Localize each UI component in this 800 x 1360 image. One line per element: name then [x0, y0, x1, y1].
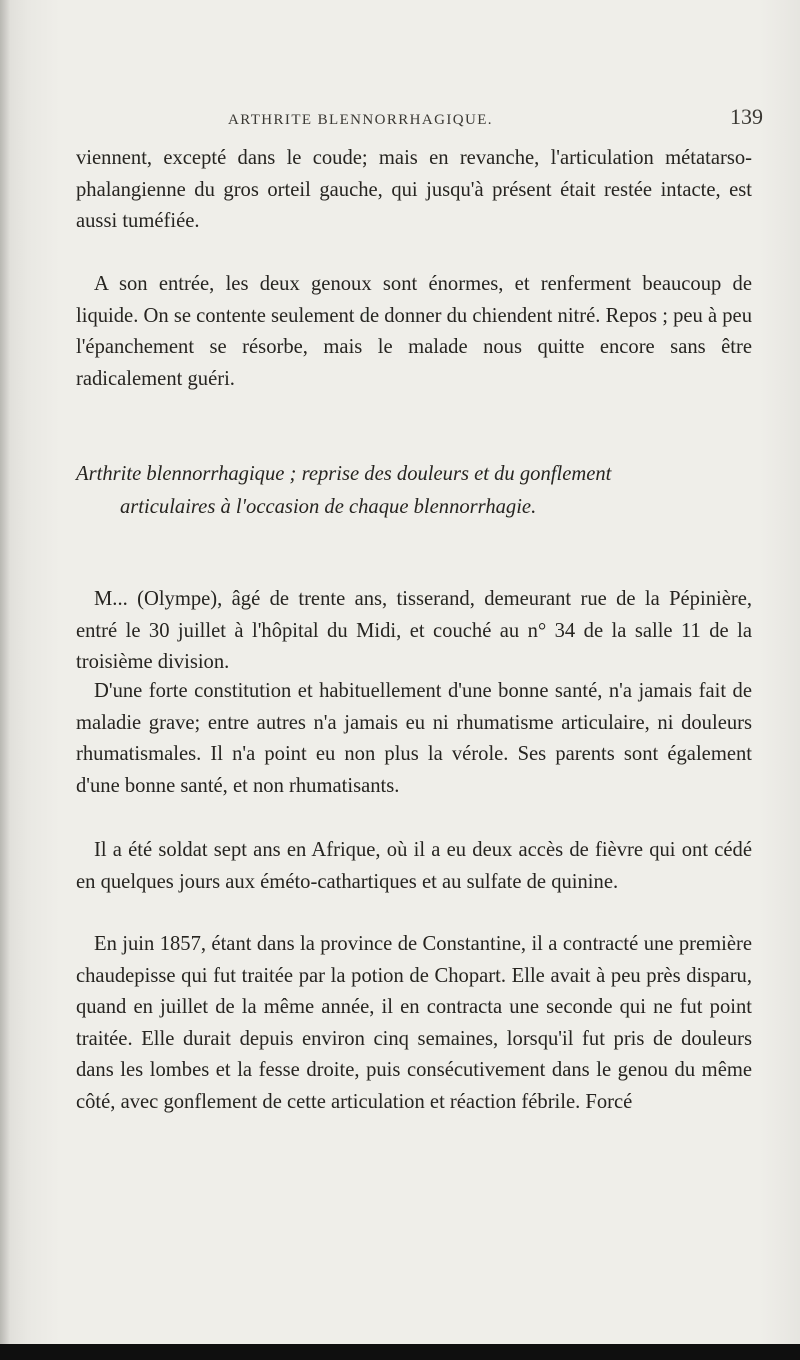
running-head: ARTHRITE BLENNORRHAGIQUE. [228, 112, 493, 128]
paragraph-1: viennent, excepté dans le coude; mais en revanche, l'articulation métatarso-phalangienne du gros orteil gauche, qui jusqu'à présent était restée intacte, est aussi tuméfiée. [76, 147, 752, 233]
paragraph-6: En juin 1857, étant dans la province de Constantine, il a contracté une première chaudepisse qui fut traitée par la potion de Chopart. Elle avait à peu près disparu, quand en juillet de la même année, il en contracta une seconde qui ne fut point traitée. Elle durait depuis environ cinq semaines, lorsqu'il fut pris de douleurs dans les lombes et la fesse droite, puis consécutivement dans le genou du même côté, avec gonflement de cette articulation et réaction fébrile. Forcé [76, 933, 752, 1113]
paragraph-3: M... (Olympe), âgé de trente ans, tisserand, demeurant rue de la Pépinière, entré le 30 juillet à l'hôpital du Midi, et couché au n° 34 de la salle 11 de la troisième division. [76, 588, 752, 674]
subtitle-line-2: articulaires à l'occasion de chaque blennorrhagie. [120, 496, 537, 518]
page-bottom-edge [0, 1344, 800, 1360]
binding-shadow [0, 0, 10, 1360]
section-subtitle [76, 458, 756, 524]
paragraph-4: D'une forte constitution et habituellement d'une bonne santé, n'a jamais fait de maladie grave; entre autres n'a jamais eu ni rhumatisme articulaire, ni douleurs rhumatismales. Il n'a point eu non plus la vérole. Ses parents sont également d'une bonne santé, et non rhumatisants. [76, 680, 752, 797]
page-number: 139 [730, 104, 763, 129]
paragraph-5: Il a été soldat sept ans en Afrique, où il a eu deux accès de fièvre qui ont cédé en quelques jours aux éméto-cathartiques et au sulfate de quinine. [76, 839, 752, 893]
paragraph-2: A son entrée, les deux genoux sont énormes, et renferment beaucoup de liquide. On se contente seulement de donner du chiendent nitré. Repos ; peu à peu l'épanchement se résorbe, mais le malade nous quitte encore sans être radicalement guéri. [76, 273, 752, 390]
subtitle-line-1: Arthrite blennorrhagique ; reprise des douleurs et du gonflement [76, 463, 612, 485]
